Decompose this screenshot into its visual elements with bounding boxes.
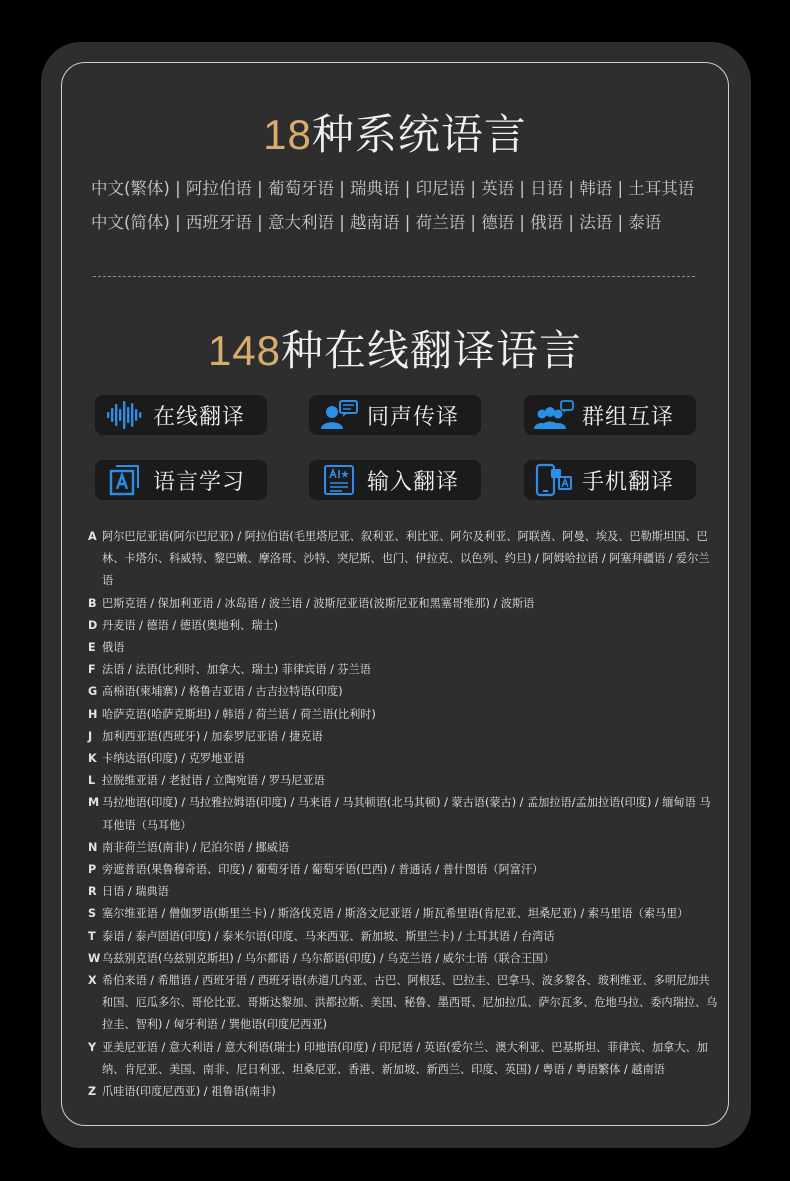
language-entry-a <box>88 526 718 593</box>
language-entry-l <box>88 770 718 792</box>
feature-simultaneous-interpretation[interactable] <box>309 395 481 435</box>
entry-letter: W <box>88 951 101 965</box>
language-entry-s <box>88 903 718 925</box>
entry-letter: A <box>88 530 97 543</box>
entry-letter: N <box>88 840 98 854</box>
entry-text: 南非荷兰语(南非) / 尼泊尔语 / 挪威语 <box>102 840 290 854</box>
entry-text: 加利西亚语(西班牙) / 加泰罗尼亚语 / 捷克语 <box>102 729 323 743</box>
feature-phone-translate[interactable] <box>524 460 696 500</box>
person-speech-icon <box>317 397 361 433</box>
entry-letter: E <box>88 641 96 655</box>
language-entry-x <box>88 970 718 1037</box>
entry-text: 法语 / 法语(比利时、加拿大、瑞士) 菲律宾语 / 芬兰语 <box>102 663 371 677</box>
language-entry-y <box>88 1037 718 1081</box>
entry-letter: F <box>88 663 96 677</box>
feature-label: 同声传译 <box>367 404 460 430</box>
entry-letter: P <box>88 863 97 877</box>
language-entry-r <box>88 881 718 903</box>
entry-letter: X <box>88 974 97 988</box>
entry-letter: K <box>88 752 97 766</box>
letter-a-book-icon <box>103 462 147 498</box>
feature-online-translate[interactable] <box>95 395 267 435</box>
entry-text: 丹麦语 / 德语 / 德语(奥地利、瑞士) <box>102 618 278 632</box>
entry-text: 俄语 <box>102 641 125 655</box>
group-chat-icon <box>532 397 576 433</box>
language-entry-w <box>88 948 718 970</box>
entry-text: 爪哇语(印度尼西亚) / 祖鲁语(南非) <box>102 1085 276 1099</box>
sound-wave-icon <box>103 397 147 433</box>
feature-input-translate[interactable] <box>309 460 481 500</box>
entry-letter: B <box>88 596 97 610</box>
entry-text: 哈萨克语(哈萨克斯坦) / 韩语 / 荷兰语 / 荷兰语(比利时) <box>102 707 376 721</box>
language-entry-f <box>88 659 718 681</box>
feature-label: 在线翻译 <box>153 404 246 430</box>
entry-letter: Y <box>88 1040 97 1054</box>
feature-label: 语言学习 <box>153 469 246 495</box>
feature-label: 输入翻译 <box>367 469 460 495</box>
entry-letter: G <box>88 685 98 699</box>
language-entry-n <box>88 837 718 859</box>
entry-text: 高棉语(柬埔寨) / 格鲁吉亚语 / 古吉拉特语(印度) <box>102 685 343 699</box>
language-entry-b <box>88 593 718 615</box>
entry-letter: Z <box>88 1085 97 1099</box>
language-entry-z <box>88 1081 718 1103</box>
language-entry-t <box>88 926 718 948</box>
online-title-text: 种在线翻译语言 <box>281 326 583 375</box>
language-entry-h <box>88 704 718 726</box>
entry-text: 泰语 / 泰卢固语(印度) / 泰米尔语(印度、马来西亚、新加坡、斯里兰卡) / 土耳其语 / 台湾话 <box>102 929 555 943</box>
language-entry-e <box>88 637 718 659</box>
language-entry-d <box>88 615 718 637</box>
entry-text: 旁遮普语(果鲁穆奇语、印度) / 葡萄牙语 / 葡萄牙语(巴西) / 普通话 / 普什图语（阿富汗） <box>102 863 544 877</box>
system-languages-row-1: 中文(繁体) | 阿拉伯语 | 葡萄牙语 | 瑞典语 | 印尼语 | 英语 | 日语 | 韩语 | 土耳其语 <box>91 179 695 198</box>
feature-label: 手机翻译 <box>582 469 675 495</box>
entry-letter: H <box>88 707 98 721</box>
entry-letter: T <box>88 929 96 943</box>
entry-text: 巴斯克语 / 保加利亚语 / 冰岛语 / 波兰语 / 波斯尼亚语(波斯尼亚和黑塞哥维那) / 波斯语 <box>102 596 535 610</box>
ai-text-icon <box>317 462 361 498</box>
entry-text: 塞尔维亚语 / 僧伽罗语(斯里兰卡) / 斯洛伐克语 / 斯洛文尼亚语 / 斯瓦希里语(肯尼亚、坦桑尼亚) / 索马里语（索马里） <box>102 907 689 921</box>
language-entry-g <box>88 681 718 703</box>
feature-label: 群组互译 <box>582 404 675 430</box>
entry-letter: M <box>88 796 100 810</box>
entry-letter: J <box>88 729 93 743</box>
language-entry-m <box>88 792 718 836</box>
entry-text: 日语 / 瑞典语 <box>102 885 169 899</box>
entry-text: 亚美尼亚语 / 意大利语 / 意大利语(瑞士) 印地语(印度) / 印尼语 / 英语(爱尔兰、澳大利亚、巴基斯坦、菲律宾、加拿大、加纳、肯尼亚、美国、南非、尼日利亚、坦桑尼亚、香港、新加坡、新西兰、印度、英国) / 粤语 / 粤语繁体 / 越南语 <box>102 1040 708 1076</box>
language-entry-k <box>88 748 718 770</box>
language-entry-p <box>88 859 718 881</box>
entry-text: 希伯来语 / 希腊语 / 西班牙语 / 西班牙语(赤道几内亚、古巴、阿根廷、巴拉圭、巴拿马、波多黎各、玻利维亚、多明尼加共和国、厄瓜多尔、哥伦比亚、哥斯达黎加、洪都拉斯、美国、秘鲁、墨西哥、尼加拉瓜、萨尔瓦多、危地马拉、委内瑞拉、乌拉圭、智利) / 匈牙利语 / 巽他语(印度尼西亚) <box>102 974 718 1032</box>
language-entry-j <box>88 726 718 748</box>
entry-letter: R <box>88 885 97 899</box>
phone-translate-icon <box>532 462 576 498</box>
system-language-count: 18 <box>263 111 312 158</box>
entry-text: 拉脱维亚语 / 老挝语 / 立陶宛语 / 罗马尼亚语 <box>102 774 325 788</box>
entry-text: 卡纳达语(印度) / 克罗地亚语 <box>102 752 245 766</box>
language-list <box>88 526 718 1103</box>
online-languages-title <box>0 318 790 378</box>
online-language-count: 148 <box>207 327 282 374</box>
dashed-divider <box>93 276 695 277</box>
entry-text: 马拉地语(印度) / 马拉雅拉姆语(印度) / 马来语 / 马其顿语(北马其顿) / 蒙古语(蒙古) / 孟加拉语/孟加拉语(印度) / 缅甸语 马耳他语（马耳他） <box>102 796 711 832</box>
entry-text: 阿尔巴尼亚语(阿尔巴尼亚) / 阿拉伯语(毛里塔尼亚、叙利亚、利比亚、阿尔及利亚、阿联酋、阿曼、埃及、巴勒斯坦国、巴林、卡塔尔、科威特、黎巴嫩、摩洛哥、沙特、突尼斯、也门、伊拉克、以色列、约旦) / 阿姆哈拉语 / 阿塞拜疆语 / 爱尔兰语 <box>102 530 710 588</box>
system-languages-row-2: 中文(简体) | 西班牙语 | 意大利语 | 越南语 | 荷兰语 | 德语 | 俄语 | 法语 | 泰语 <box>91 213 662 232</box>
entry-letter: D <box>88 618 98 632</box>
entry-letter: L <box>88 774 96 788</box>
entry-text: 乌兹别克语(乌兹别克斯坦) / 乌尔都语 / 乌尔都语(印度) / 乌克兰语 / 威尔士语（联合王国） <box>102 951 555 965</box>
entry-letter: S <box>88 907 97 921</box>
feature-group-translate[interactable] <box>524 395 696 435</box>
system-title-text: 种系统语言 <box>311 110 527 159</box>
feature-language-learning[interactable] <box>95 460 267 500</box>
system-languages-title <box>0 102 790 162</box>
